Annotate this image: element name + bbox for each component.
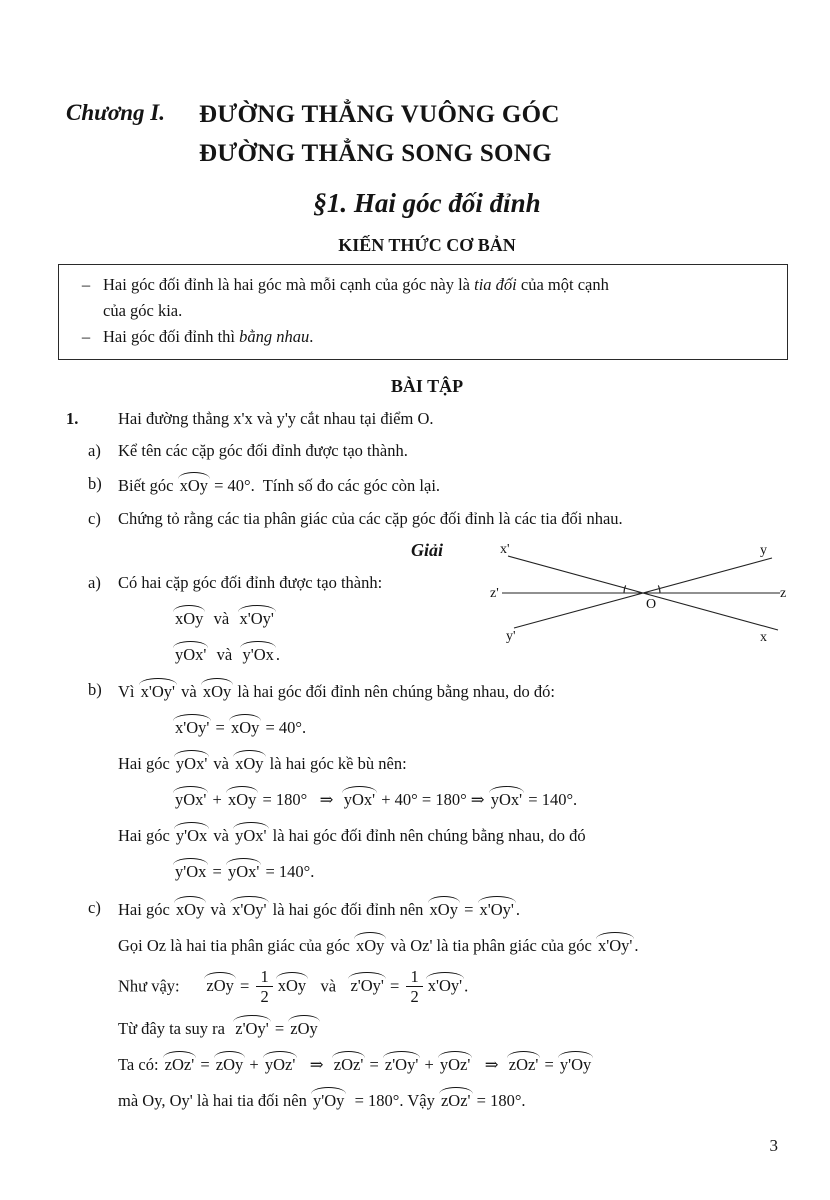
dash-bullet: – <box>81 274 91 294</box>
solution-a-pair-1: xOy và x'Oy' <box>173 605 788 631</box>
solution-b-intro: Vì x'Oy' và xOy là hai góc đối đỉnh nên chúng bằng nhau, do đó: <box>118 678 788 704</box>
part-b-text: Biết góc xOy = 40°. Tính số đo các góc còn lại. <box>118 472 440 499</box>
chapter-title <box>199 96 560 174</box>
problem-statement-line <box>66 407 788 432</box>
figure-label-y: y <box>760 542 767 558</box>
solution-b-intro-line <box>66 678 788 704</box>
part-c-label: c) <box>88 508 101 528</box>
solution-c-line3: Như vậy: zOy = $\frac{1}{2}$ xOy và z'Oy' = $\frac{1}{2}$ x'Oy' . <box>118 966 469 1007</box>
problem-number: 1. <box>66 408 79 428</box>
solution-c-line4: Từ đây ta suy ra z'Oy' = zOy <box>118 1015 788 1041</box>
solution-a-label: a) <box>88 572 101 592</box>
crossing-lines-diagram <box>490 541 788 643</box>
solution-c-label: c) <box>88 897 101 917</box>
solution-b-text2: Hai góc yOx' và xOy là hai góc kề bù nên: <box>118 750 788 776</box>
problem-1 <box>66 407 788 532</box>
chapter-title-line2: ĐƯỜNG THẲNG SONG SONG <box>199 139 552 167</box>
problem-part-b <box>66 472 788 499</box>
theory-text: Hai góc đối đỉnh thì bằng nhau. <box>103 326 314 346</box>
solution-a-intro-line <box>66 571 478 595</box>
figure-label-o: O <box>646 596 657 612</box>
solution-part-b <box>66 678 788 884</box>
angle-arc-left <box>624 585 626 593</box>
figure-label-x-prime: x' <box>500 541 510 557</box>
theory-heading: KIẾN THỨC CƠ BẢN <box>338 234 516 255</box>
dash-bullet: – <box>81 326 91 346</box>
solution-b-text3: Hai góc y'Ox và yOx' là hai góc đối đỉnh nên chúng bằng nhau, do đó <box>118 822 788 848</box>
figure-label-y-prime: y' <box>506 628 516 643</box>
figure-label-x: x <box>760 629 767 643</box>
solution-c-line6: mà Oy, Oy' là hai tia đối nên y'Oy = 180°. Vậy zOz' = 180°. <box>118 1087 788 1113</box>
chapter-label: Chương I. <box>66 100 165 125</box>
exercises-heading: BÀI TẬP <box>390 375 464 396</box>
solution-c-intro-line <box>66 896 788 922</box>
solution-c-line2: Gọi Oz là hai tia phân giác của góc xOy và Oz' là tia phân giác của góc x'Oy' . <box>118 932 788 958</box>
part-a-label: a) <box>88 441 101 461</box>
part-c-text: Chứng tỏ rằng các tia phân giác của các cặp góc đối đỉnh là các tia đối nhau. <box>118 508 623 528</box>
theory-item <box>69 324 775 350</box>
solution-b-eq2: yOx' + xOy = 180° ⇒ yOx' + 40° = 180° ⇒ yOx' = 140°. <box>173 786 788 812</box>
solution-a-intro: Có hai cặp góc đối đỉnh được tạo thành: <box>118 572 383 592</box>
section-title: §1. Hai góc đối đỉnh <box>313 187 541 218</box>
problem-part-c <box>66 507 788 532</box>
figure-label-z: z <box>780 585 787 601</box>
problem-statement: Hai đường thẳng x'x và y'y cắt nhau tại điểm O. <box>118 408 434 428</box>
part-a-text: Kể tên các cặp góc đối đỉnh được tạo thành. <box>118 441 408 461</box>
theory-text: Hai góc đối đỉnh là hai góc mà mỗi cạnh của góc này là tia đối của một cạnh của góc kia. <box>103 274 609 320</box>
part-b-label: b) <box>88 474 102 494</box>
problem-part-a <box>66 439 788 464</box>
solution-c-intro: Hai góc xOy và x'Oy' là hai góc đối đỉnh nên xOy = x'Oy' . <box>118 896 788 922</box>
solution-a-pair-2: yOx' và y'Ox . <box>173 641 788 667</box>
solution-b-eq1: x'Oy' = xOy = 40°. <box>173 714 788 740</box>
solution-heading: Giải <box>410 539 443 560</box>
page-number: 3 <box>769 1136 778 1155</box>
solution-b-label: b) <box>88 680 102 700</box>
figure-label-z-prime: z' <box>490 585 499 601</box>
chapter-title-line1: ĐƯỜNG THẲNG VUÔNG GÓC <box>199 101 560 128</box>
geometry-figure <box>490 541 788 648</box>
solution-b-eq3: y'Ox = yOx' = 140°. <box>173 858 788 884</box>
chapter-header <box>66 96 788 174</box>
theory-item <box>69 272 775 324</box>
solution-c-line5: Ta có: zOz' = zOy + yOz' ⇒ zOz' = z'Oy' + yOz' ⇒ zOz' = y'Oy <box>118 1051 788 1077</box>
theory-box <box>58 264 788 360</box>
solution-part-c <box>66 896 788 1121</box>
